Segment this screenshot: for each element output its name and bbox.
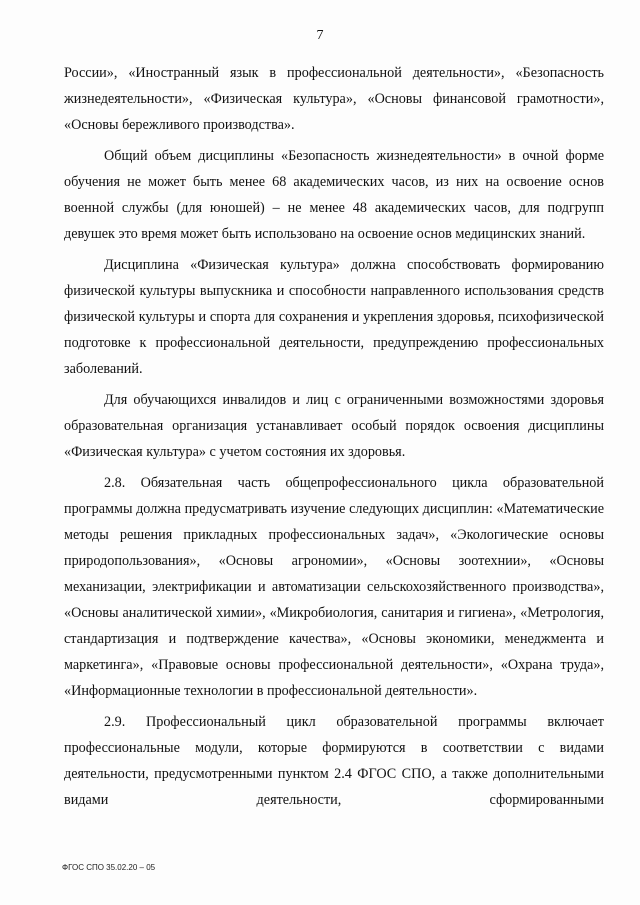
paragraph-bzh-hours: Общий объем дисциплины «Безопасность жизнедеятельности» в очной форме обучения не может быть менее 68 академических часов, из них на освоение основ военной службы (для юношей) – не менее 48 академических часов, для подгрупп девушек это время может быть использовано на освоение основ медицинских знаний. <box>64 148 604 242</box>
paragraph-physical-culture: Дисциплина «Физическая культура» должна способствовать формированию физической культуры выпускника и способности направленного использования средств физической культуры и спорта для сохранения и укрепления здоровья, психофизической подготовке к профессиональной деятельности, предупреждению профессиональных заболеваний. <box>64 257 604 377</box>
paragraph-2-8: 2.8. Обязательная часть общепрофессионального цикла образовательной программы должна предусматривать изучение следующих дисциплин: «Математические методы решения прикладных профессиональных задач», «Экологические основы природопользования», «Основы агрономии», «Основы зоотехнии», «Основы механизации, электрификации и автоматизации сельскохозяйственного производства», «Основы аналитической химии», «Микробиология, санитария и гигиена», «Метрология, стандартизация и подтверждение качества», «Основы экономики, менеджмента и маркетинга», «Правовые основы профессиональной деятельности», «Охрана труда», «Информационные технологии в профессиональной деятельности». <box>64 475 604 699</box>
footer-code: ФГОС СПО 35.02.20 – 05 <box>62 863 156 872</box>
page-number: 7 <box>316 28 324 43</box>
paragraph-continuation: России», «Иностранный язык в профессиональной деятельности», «Безопасность жизнедеятельности», «Физическая культура», «Основы финансовой грамотности», «Основы бережливого производства». <box>64 65 604 133</box>
paragraph-2-9: 2.9. Профессиональный цикл образовательной программы включает профессиональные модули, которые формируются в соответствии с видами деятельности, предусмотренными пунктом 2.4 ФГОС СПО, а также дополнительными видами деятельности, сформированными <box>64 714 604 808</box>
paragraph-disabled-students: Для обучающихся инвалидов и лиц с ограниченными возможностями здоровья образовательная организация устанавливает особый порядок освоения дисциплины «Физическая культура» с учетом состояния их здоровья. <box>64 392 604 460</box>
document-body <box>64 60 604 818</box>
